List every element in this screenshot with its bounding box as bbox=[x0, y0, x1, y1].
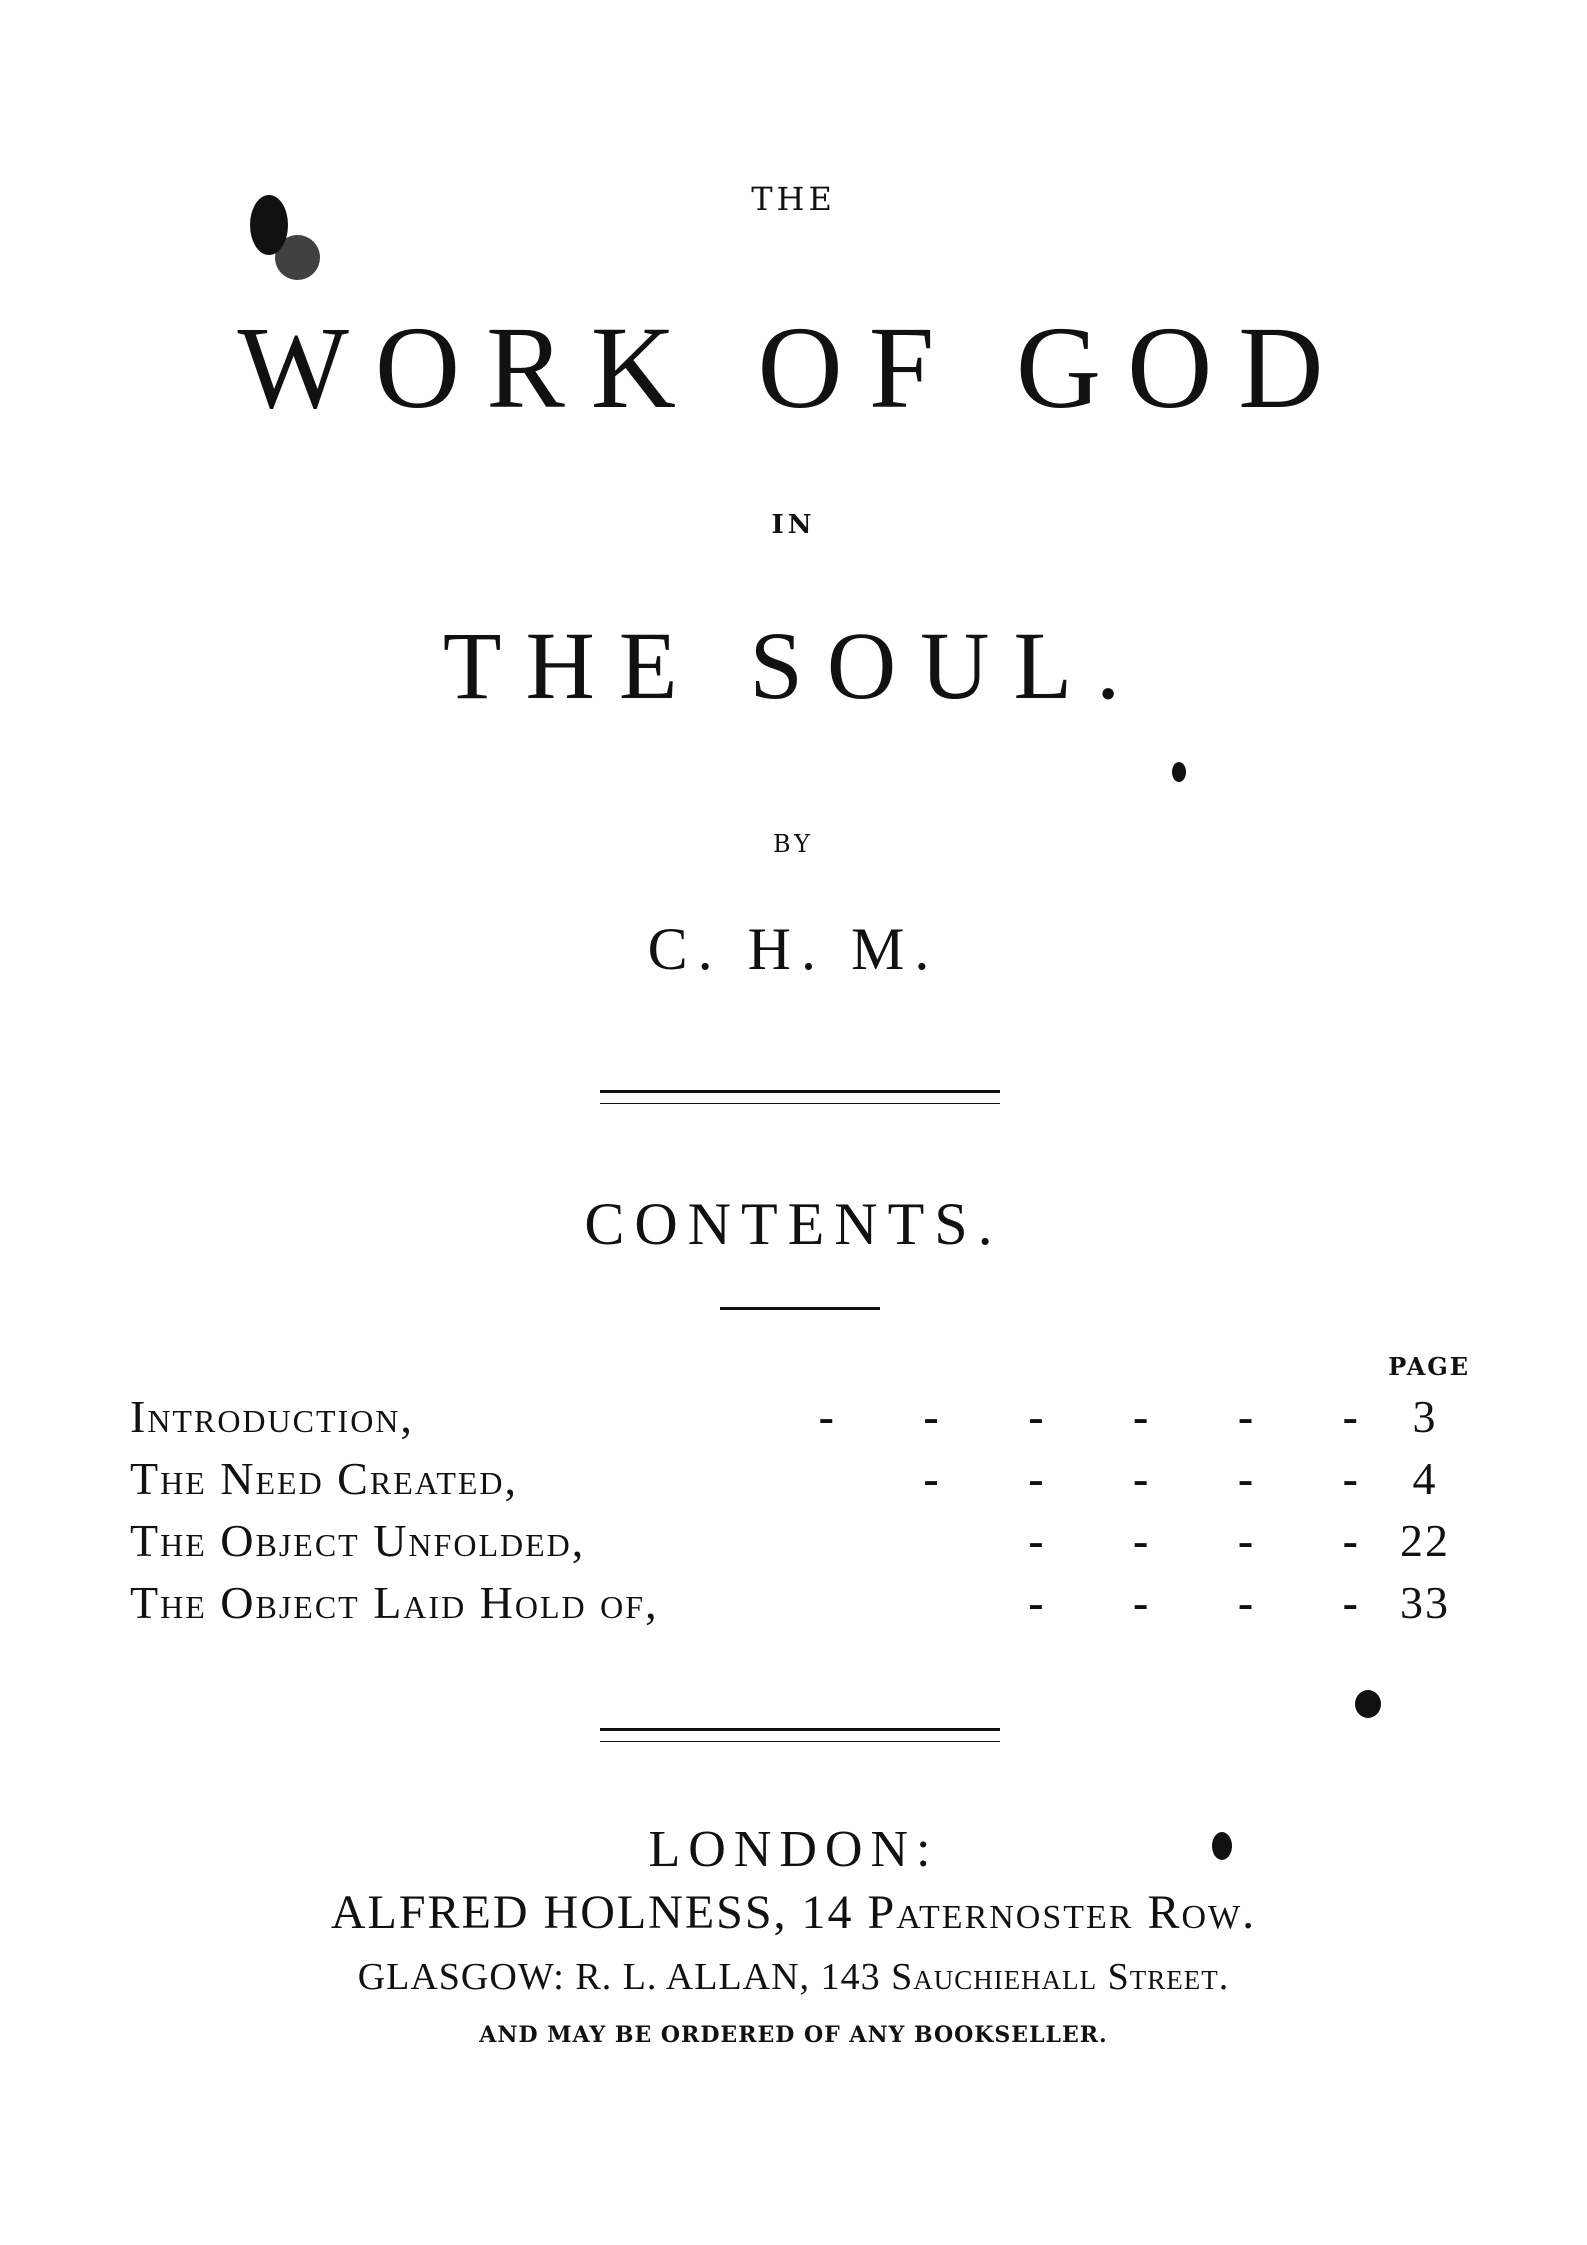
table-of-contents bbox=[130, 1390, 1470, 1638]
toc-entry-page: 4 bbox=[1412, 1453, 1438, 1504]
toc-entry-leader: - - - - - bbox=[923, 1453, 1360, 1504]
glasgow-address: 143 Sauchiehall Street. bbox=[820, 1956, 1230, 1998]
toc-entry-leader: - - - - bbox=[1028, 1577, 1360, 1628]
toc-entry-title: The Need Created, bbox=[130, 1453, 519, 1504]
main-title: WORK OF GOD bbox=[237, 302, 1350, 433]
glasgow-agent: R. L. ALLAN, bbox=[575, 1956, 811, 1998]
toc-entry-title: The Object Unfolded, bbox=[130, 1515, 586, 1566]
title-by: BY bbox=[772, 830, 815, 858]
toc-entry-leader: - - - - - - bbox=[818, 1391, 1360, 1442]
toc-entry-page: 3 bbox=[1412, 1391, 1438, 1442]
author: C. H. M. bbox=[647, 916, 940, 982]
toc-entry-title: Introduction, bbox=[130, 1391, 414, 1442]
toc-entry-page: 33 bbox=[1400, 1577, 1450, 1628]
imprint-publisher bbox=[0, 1885, 1587, 1940]
toc-entry-title: The Object Laid Hold of, bbox=[130, 1577, 659, 1628]
toc-entry-page: 22 bbox=[1400, 1515, 1450, 1566]
divider-lower bbox=[600, 1728, 1000, 1742]
contents-underline bbox=[720, 1307, 880, 1310]
toc-entry bbox=[130, 1514, 1470, 1576]
ink-blot-mid-right bbox=[1172, 762, 1186, 782]
page-column-label: PAGE bbox=[1388, 1352, 1470, 1381]
glasgow-label: GLASGOW: bbox=[357, 1956, 565, 1998]
contents-heading: CONTENTS. bbox=[584, 1191, 1003, 1257]
ink-blot-top-left-2 bbox=[275, 235, 320, 280]
publisher-name: ALFRED HOLNESS, bbox=[330, 1886, 788, 1939]
publisher-address: 14 Paternoster Row. bbox=[801, 1886, 1257, 1939]
toc-entry-leader: - - - - bbox=[1028, 1515, 1360, 1566]
imprint-glasgow bbox=[0, 1955, 1587, 1999]
title-in: IN bbox=[771, 510, 816, 540]
title-the: THE bbox=[751, 180, 836, 218]
ink-blot-lower-right bbox=[1355, 1690, 1381, 1718]
divider-upper bbox=[600, 1090, 1000, 1104]
second-title: THE SOUL. bbox=[442, 612, 1145, 719]
toc-entry bbox=[130, 1576, 1470, 1638]
toc-entry bbox=[130, 1390, 1470, 1452]
toc-entry bbox=[130, 1452, 1470, 1514]
imprint-city: LONDON: bbox=[648, 1821, 939, 1878]
bookseller-note: AND MAY BE ORDERED OF ANY BOOKSELLER. bbox=[479, 2022, 1108, 2048]
